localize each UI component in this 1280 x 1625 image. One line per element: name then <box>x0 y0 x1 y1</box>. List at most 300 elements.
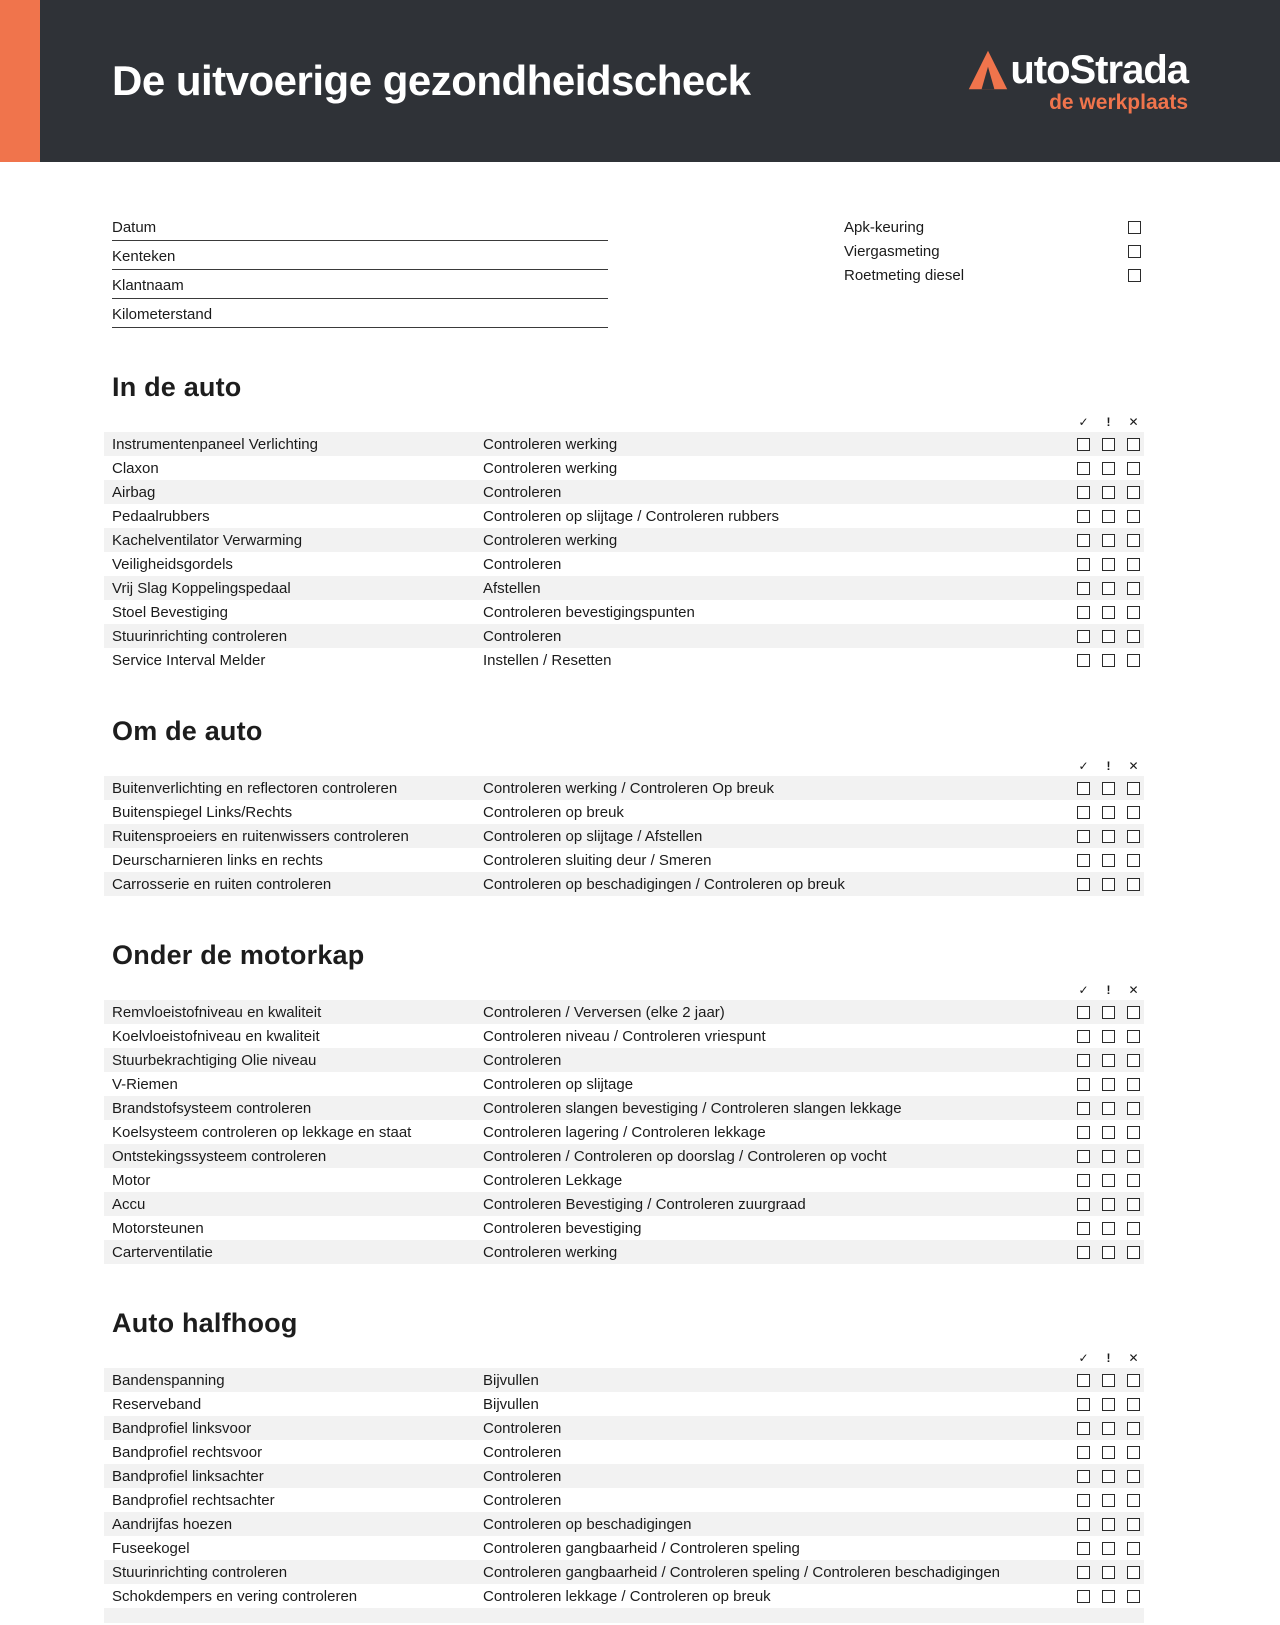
checklist-item-label: Stuurinrichting controleren <box>112 1563 288 1581</box>
checklist-row <box>104 1488 1144 1512</box>
checklist-item-label: Bandprofiel rechtsachter <box>112 1491 275 1509</box>
checklist-row <box>104 528 1144 552</box>
checklist-action-label: Controleren <box>483 483 562 501</box>
checklist-row <box>104 800 1144 824</box>
checkbox-group <box>1077 1518 1140 1531</box>
checklist-row <box>104 432 1144 456</box>
checklist-item-label: Service Interval Melder <box>112 651 266 669</box>
checkbox-ok[interactable] <box>1077 782 1090 795</box>
checklist-item-label: Pedaalrubbers <box>112 507 210 525</box>
checkbox-warn[interactable] <box>1102 1566 1115 1579</box>
checklist-item-label: Kachelventilator Verwarming <box>112 531 303 549</box>
checkbox-group <box>1077 806 1140 819</box>
form-check-options <box>844 212 1144 328</box>
checklist-action-label: Controleren op beschadigingen / Controleren op breuk <box>483 875 845 893</box>
checkbox-fail[interactable] <box>1127 630 1140 643</box>
checklist-row <box>104 624 1144 648</box>
checklist-item-label: Remvloeistofniveau en kwaliteit <box>112 1003 322 1021</box>
form-field-label: Datum <box>112 219 157 236</box>
checklist-action-label: Controleren werking <box>483 531 618 549</box>
checklist-row <box>104 1512 1144 1536</box>
checklist-row <box>104 1216 1144 1240</box>
checklist-item-label: Buitenverlichting en reflectoren controleren <box>112 779 398 797</box>
empty-row-stripe <box>104 1608 1144 1623</box>
checkbox-fail[interactable] <box>1127 606 1140 619</box>
checkbox-warn[interactable] <box>1102 782 1115 795</box>
checkbox-ok[interactable] <box>1077 438 1090 451</box>
checklist-item-label: Accu <box>112 1195 146 1213</box>
checkbox-ok[interactable] <box>1077 1102 1090 1115</box>
checkbox-ok[interactable] <box>1077 806 1090 819</box>
checklist-action-label: Controleren <box>483 1051 562 1069</box>
checklist-row <box>104 480 1144 504</box>
checklist-item-label: Veiligheidsgordels <box>112 555 233 573</box>
checkbox-warn[interactable] <box>1102 1054 1115 1067</box>
checkbox-warn[interactable] <box>1102 534 1115 547</box>
form-field[interactable] <box>112 212 608 241</box>
checkbox-fail[interactable] <box>1127 510 1140 523</box>
checklist-item-label: Carterventilatie <box>112 1243 213 1261</box>
checklist-action-label: Bijvullen <box>483 1395 539 1413</box>
checkbox-warn[interactable] <box>1102 854 1115 867</box>
form-check-label: Apk-keuring <box>844 218 925 236</box>
checklist-item-label: Motorsteunen <box>112 1219 204 1237</box>
checklist-row <box>104 776 1144 800</box>
checkbox[interactable] <box>1128 245 1141 258</box>
checklist-row <box>104 1168 1144 1192</box>
checkbox-ok[interactable] <box>1077 1422 1090 1435</box>
checklist-item-label: Deurscharnieren links en rechts <box>112 851 323 869</box>
form-fields <box>112 212 608 328</box>
checklist-action-label: Controleren <box>483 627 562 645</box>
form-field-label: Klantnaam <box>112 277 184 294</box>
checkbox-ok[interactable] <box>1077 582 1090 595</box>
checkbox-fail[interactable] <box>1127 582 1140 595</box>
form-field[interactable] <box>112 270 608 299</box>
checklist-row <box>104 872 1144 896</box>
checklist-item-label: Koelvloeistofniveau en kwaliteit <box>112 1027 320 1045</box>
checklist-action-label: Controleren werking <box>483 459 618 477</box>
checkbox-warn[interactable] <box>1102 582 1115 595</box>
checkbox-group <box>1077 854 1140 867</box>
checkbox-ok[interactable] <box>1077 878 1090 891</box>
checkbox-group <box>1077 1590 1140 1603</box>
checkbox-fail[interactable] <box>1127 1518 1140 1531</box>
checkbox-ok[interactable] <box>1077 1518 1090 1531</box>
checkbox-group <box>1077 1246 1140 1259</box>
checklist-row <box>104 1192 1144 1216</box>
checkbox-warn[interactable] <box>1102 1398 1115 1411</box>
checkbox-ok[interactable] <box>1077 1446 1090 1459</box>
checklist-item-label: Aandrijfas hoezen <box>112 1515 233 1533</box>
logo-tagline: de werkplaats <box>1049 90 1188 114</box>
checkbox-fail[interactable] <box>1127 1374 1140 1387</box>
checkbox-group <box>1077 654 1140 667</box>
checkbox-warn[interactable] <box>1102 1006 1115 1019</box>
checklist-action-label: Controleren op slijtage <box>483 1075 634 1093</box>
checkbox[interactable] <box>1128 269 1141 282</box>
checklist <box>104 1368 1144 1608</box>
check-ok-icon: ✓ <box>1078 759 1089 773</box>
checklist-action-label: Controleren <box>483 1491 562 1509</box>
checkbox-group <box>1077 462 1140 475</box>
checkbox-warn[interactable] <box>1102 510 1115 523</box>
check-warn-icon: ! <box>1106 415 1111 429</box>
checkbox-fail[interactable] <box>1127 654 1140 667</box>
checklist-item-label: Buitenspiegel Links/Rechts <box>112 803 293 821</box>
page-body <box>0 162 1280 1623</box>
checkbox-warn[interactable] <box>1102 830 1115 843</box>
checkbox-ok[interactable] <box>1077 1246 1090 1259</box>
checkbox-warn[interactable] <box>1102 1078 1115 1091</box>
checkbox-warn[interactable] <box>1102 1446 1115 1459</box>
checkbox-fail[interactable] <box>1127 1470 1140 1483</box>
checkbox-warn[interactable] <box>1102 1126 1115 1139</box>
checklist-row <box>104 1392 1144 1416</box>
checkbox-group <box>1077 1102 1140 1115</box>
checkbox-fail[interactable] <box>1127 1030 1140 1043</box>
checkbox-group <box>1077 438 1140 451</box>
checkbox-group <box>1077 1198 1140 1211</box>
form-check-label: Roetmeting diesel <box>844 266 965 284</box>
checklist-item-label: Airbag <box>112 483 156 501</box>
checkbox-group <box>1077 510 1140 523</box>
checklist-item-label: Instrumentenpaneel Verlichting <box>112 435 318 453</box>
section-heading: In de auto <box>112 372 242 402</box>
checkbox-warn[interactable] <box>1102 1494 1115 1507</box>
form-field[interactable] <box>112 299 608 328</box>
checkbox-ok[interactable] <box>1077 1542 1090 1555</box>
checkbox-group <box>1077 1398 1140 1411</box>
checkbox-fail[interactable] <box>1127 830 1140 843</box>
checkbox-warn[interactable] <box>1102 1518 1115 1531</box>
checkbox-warn[interactable] <box>1102 438 1115 451</box>
checkbox-ok[interactable] <box>1077 830 1090 843</box>
check-warn-icon: ! <box>1106 759 1111 773</box>
checkbox-ok[interactable] <box>1077 630 1090 643</box>
form-check-row <box>844 239 1144 263</box>
status-columns-header <box>104 413 1144 428</box>
checklist-row <box>104 1048 1144 1072</box>
checkbox-warn[interactable] <box>1102 462 1115 475</box>
checklist-item-label: Fuseekogel <box>112 1539 190 1557</box>
checkbox-warn[interactable] <box>1102 654 1115 667</box>
checkbox-warn[interactable] <box>1102 1198 1115 1211</box>
checkbox[interactable] <box>1128 221 1141 234</box>
checklist-action-label: Controleren lekkage / Controleren op breuk <box>483 1587 771 1605</box>
checkbox-group <box>1077 1150 1140 1163</box>
checklist-row <box>104 1368 1144 1392</box>
checklist-row <box>104 1560 1144 1584</box>
checkbox-fail[interactable] <box>1127 1174 1140 1187</box>
checklist-item-label: Stuurbekrachtiging Olie niveau <box>112 1051 317 1069</box>
checkbox-fail[interactable] <box>1127 486 1140 499</box>
checklist-item-label: Ruitensproeiers en ruitenwissers controleren <box>112 827 409 845</box>
checkbox-fail[interactable] <box>1127 1494 1140 1507</box>
section <box>104 372 1144 672</box>
checklist-action-label: Controleren werking / Controleren Op breuk <box>483 779 774 797</box>
checkbox-ok[interactable] <box>1077 462 1090 475</box>
checklist-action-label: Controleren lagering / Controleren lekkage <box>483 1123 766 1141</box>
checkbox-fail[interactable] <box>1127 1222 1140 1235</box>
checkbox-ok[interactable] <box>1077 1006 1090 1019</box>
checkbox-group <box>1077 630 1140 643</box>
checkbox-warn[interactable] <box>1102 806 1115 819</box>
checklist-row <box>104 1072 1144 1096</box>
checklist-row <box>104 1096 1144 1120</box>
checkbox-warn[interactable] <box>1102 878 1115 891</box>
header-band <box>40 0 1280 162</box>
checklist-row <box>104 1000 1144 1024</box>
checkbox-fail[interactable] <box>1127 806 1140 819</box>
checkbox-ok[interactable] <box>1077 1566 1090 1579</box>
checkbox-group <box>1077 1374 1140 1387</box>
checkbox-warn[interactable] <box>1102 1102 1115 1115</box>
checkbox-warn[interactable] <box>1102 1150 1115 1163</box>
checkbox-warn[interactable] <box>1102 1174 1115 1187</box>
checklist <box>104 776 1144 896</box>
checkbox-warn[interactable] <box>1102 1542 1115 1555</box>
form-area <box>112 212 1144 328</box>
checkbox-ok[interactable] <box>1077 1398 1090 1411</box>
checkbox-group <box>1077 606 1140 619</box>
checklist-row <box>104 1120 1144 1144</box>
checkbox-fail[interactable] <box>1127 1150 1140 1163</box>
checklist-action-label: Controleren op breuk <box>483 803 624 821</box>
checklist-item-label: Claxon <box>112 459 159 477</box>
check-warn-icon: ! <box>1106 983 1111 997</box>
checkbox-fail[interactable] <box>1127 1102 1140 1115</box>
checkbox-group <box>1077 1030 1140 1043</box>
checkbox-fail[interactable] <box>1127 1006 1140 1019</box>
checklist-action-label: Controleren <box>483 555 562 573</box>
checklist-action-label: Afstellen <box>483 579 541 597</box>
check-ok-icon: ✓ <box>1078 983 1089 997</box>
checkbox-fail[interactable] <box>1127 558 1140 571</box>
checklist-action-label: Controleren / Controleren op doorslag / Controleren op vocht <box>483 1147 887 1165</box>
checklist-item-label: Vrij Slag Koppelingspedaal <box>112 579 291 597</box>
checklist-item-label: Bandprofiel linksvoor <box>112 1419 252 1437</box>
checklist-row <box>104 824 1144 848</box>
checkbox-fail[interactable] <box>1127 1446 1140 1459</box>
checkbox-warn[interactable] <box>1102 630 1115 643</box>
checkbox-warn[interactable] <box>1102 1470 1115 1483</box>
checklist-row <box>104 1024 1144 1048</box>
checklist-item-label: Motor <box>112 1171 151 1189</box>
checkbox-fail[interactable] <box>1127 1126 1140 1139</box>
checklist-action-label: Controleren op slijtage / Controleren rubbers <box>483 507 779 525</box>
checklist-sections <box>104 372 1144 1608</box>
checkbox-warn[interactable] <box>1102 606 1115 619</box>
checklist-action-label: Controleren op beschadigingen <box>483 1515 692 1533</box>
check-ok-icon: ✓ <box>1078 415 1089 429</box>
autostrada-logo <box>967 47 1188 114</box>
form-field[interactable] <box>112 241 608 270</box>
checklist-action-label: Controleren op slijtage / Afstellen <box>483 827 703 845</box>
checkbox-fail[interactable] <box>1127 1398 1140 1411</box>
checkbox-ok[interactable] <box>1077 1374 1090 1387</box>
section <box>104 940 1144 1264</box>
checklist-item-label: Ontstekingssysteem controleren <box>112 1147 327 1165</box>
checkbox-group <box>1077 1494 1140 1507</box>
checkbox-fail[interactable] <box>1127 462 1140 475</box>
checkbox-ok[interactable] <box>1077 486 1090 499</box>
checklist-row <box>104 1144 1144 1168</box>
checkbox-ok[interactable] <box>1077 1078 1090 1091</box>
checkbox-fail[interactable] <box>1127 438 1140 451</box>
checkbox-group <box>1077 558 1140 571</box>
checkbox-group <box>1077 1542 1140 1555</box>
check-ok-icon: ✓ <box>1078 1351 1089 1365</box>
checkbox-ok[interactable] <box>1077 558 1090 571</box>
checklist-row <box>104 576 1144 600</box>
checkbox-group <box>1077 1078 1140 1091</box>
checkbox-group <box>1077 534 1140 547</box>
checkbox-fail[interactable] <box>1127 534 1140 547</box>
checkbox-fail[interactable] <box>1127 1566 1140 1579</box>
checkbox-ok[interactable] <box>1077 1174 1090 1187</box>
checkbox-warn[interactable] <box>1102 1030 1115 1043</box>
checkbox-warn[interactable] <box>1102 1222 1115 1235</box>
checkbox-fail[interactable] <box>1127 1198 1140 1211</box>
checkbox-ok[interactable] <box>1077 534 1090 547</box>
checkbox-group <box>1077 1126 1140 1139</box>
section-heading: Onder de motorkap <box>112 940 365 970</box>
checkbox-fail[interactable] <box>1127 878 1140 891</box>
checklist-action-label: Controleren bevestiging <box>483 1219 642 1237</box>
checklist-item-label: Bandprofiel rechtsvoor <box>112 1443 263 1461</box>
checklist-item-label: V-Riemen <box>112 1075 178 1093</box>
checkbox-warn[interactable] <box>1102 1590 1115 1603</box>
check-fail-icon: ✕ <box>1128 983 1139 997</box>
form-field-label: Kenteken <box>112 248 176 265</box>
checkbox-group <box>1077 582 1140 595</box>
checkbox-ok[interactable] <box>1077 654 1090 667</box>
checklist-row <box>104 1440 1144 1464</box>
check-fail-icon: ✕ <box>1128 415 1139 429</box>
status-columns-header <box>104 981 1144 996</box>
checklist-item-label: Schokdempers en vering controleren <box>112 1587 358 1605</box>
checkbox-ok[interactable] <box>1077 1150 1090 1163</box>
checklist <box>104 1000 1144 1264</box>
checkbox-group <box>1077 1006 1140 1019</box>
checkbox-group <box>1077 1222 1140 1235</box>
checklist-item-label: Stuurinrichting controleren <box>112 627 288 645</box>
checkbox-fail[interactable] <box>1127 1422 1140 1435</box>
checklist-action-label: Controleren Bevestiging / Controleren zuurgraad <box>483 1195 806 1213</box>
checkbox-ok[interactable] <box>1077 1494 1090 1507</box>
header-accent-bar <box>0 0 40 162</box>
checklist-row <box>104 1416 1144 1440</box>
checkbox-warn[interactable] <box>1102 486 1115 499</box>
checklist-action-label: Controleren sluiting deur / Smeren <box>483 851 712 869</box>
checklist-action-label: Controleren werking <box>483 1243 618 1261</box>
checkbox-fail[interactable] <box>1127 1542 1140 1555</box>
checklist-action-label: Controleren <box>483 1419 562 1437</box>
checklist-row <box>104 1240 1144 1264</box>
checkbox-group <box>1077 1446 1140 1459</box>
checklist-item-label: Koelsysteem controleren op lekkage en staat <box>112 1123 412 1141</box>
checkbox-warn[interactable] <box>1102 1422 1115 1435</box>
checkbox-ok[interactable] <box>1077 1470 1090 1483</box>
checklist <box>104 432 1144 672</box>
checkbox-group <box>1077 1174 1140 1187</box>
checkbox-warn[interactable] <box>1102 558 1115 571</box>
checkbox-group <box>1077 1566 1140 1579</box>
checkbox-group <box>1077 830 1140 843</box>
section-heading: Auto halfhoog <box>112 1308 298 1338</box>
checkbox-ok[interactable] <box>1077 1030 1090 1043</box>
checkbox-fail[interactable] <box>1127 1078 1140 1091</box>
checkbox-ok[interactable] <box>1077 854 1090 867</box>
checklist-action-label: Instellen / Resetten <box>483 651 612 669</box>
checkbox-group <box>1077 1054 1140 1067</box>
checkbox-group <box>1077 782 1140 795</box>
checklist-action-label: Controleren slangen bevestiging / Controleren slangen lekkage <box>483 1099 902 1117</box>
checkbox-fail[interactable] <box>1127 1054 1140 1067</box>
checklist-action-label: Controleren niveau / Controleren vriespunt <box>483 1027 766 1045</box>
form-check-row <box>844 263 1144 287</box>
checkbox-fail[interactable] <box>1127 854 1140 867</box>
checklist-action-label: Controleren bevestigingspunten <box>483 603 695 621</box>
checklist-item-label: Carrosserie en ruiten controleren <box>112 875 332 893</box>
checkbox-ok[interactable] <box>1077 1222 1090 1235</box>
checklist-action-label: Controleren / Verversen (elke 2 jaar) <box>483 1003 725 1021</box>
checklist-item-label: Reserveband <box>112 1395 202 1413</box>
checkbox-fail[interactable] <box>1127 782 1140 795</box>
checklist-item-label: Bandprofiel linksachter <box>112 1467 264 1485</box>
checkbox-warn[interactable] <box>1102 1246 1115 1259</box>
checkbox-ok[interactable] <box>1077 510 1090 523</box>
checklist-action-label: Controleren gangbaarheid / Controleren speling / Controleren beschadigingen <box>483 1563 1001 1581</box>
logo-text: utoStrada <box>1010 47 1188 92</box>
checklist-action-label: Controleren <box>483 1443 562 1461</box>
section-heading: Om de auto <box>112 716 263 746</box>
checkbox-group <box>1077 1422 1140 1435</box>
checklist-action-label: Controleren gangbaarheid / Controleren speling <box>483 1539 800 1557</box>
checkbox-group <box>1077 486 1140 499</box>
checklist-row <box>104 648 1144 672</box>
checkbox-ok[interactable] <box>1077 1198 1090 1211</box>
checklist-row <box>104 1584 1144 1608</box>
checkbox-fail[interactable] <box>1127 1590 1140 1603</box>
form-check-row <box>844 215 1144 239</box>
checklist-row <box>104 504 1144 528</box>
form-field-label: Kilometerstand <box>112 306 213 323</box>
checklist-row <box>104 1536 1144 1560</box>
checklist-item-label: Bandenspanning <box>112 1371 225 1389</box>
checklist-row <box>104 552 1144 576</box>
checkbox-ok[interactable] <box>1077 606 1090 619</box>
checkbox-ok[interactable] <box>1077 1590 1090 1603</box>
checkbox-group <box>1077 1470 1140 1483</box>
checklist-row <box>104 600 1144 624</box>
check-fail-icon: ✕ <box>1128 759 1139 773</box>
checkbox-fail[interactable] <box>1127 1246 1140 1259</box>
check-fail-icon: ✕ <box>1128 1351 1139 1365</box>
checkbox-ok[interactable] <box>1077 1054 1090 1067</box>
page-title: De uitvoerige gezondheidscheck <box>112 57 751 104</box>
page-header <box>0 0 1280 162</box>
checkbox-group <box>1077 878 1140 891</box>
checkbox-warn[interactable] <box>1102 1374 1115 1387</box>
status-columns-header <box>104 757 1144 772</box>
checklist-action-label: Controleren Lekkage <box>483 1171 623 1189</box>
checklist-row <box>104 456 1144 480</box>
checklist-item-label: Brandstofsysteem controleren <box>112 1099 312 1117</box>
form-check-label: Viergasmeting <box>844 242 940 260</box>
checkbox-ok[interactable] <box>1077 1126 1090 1139</box>
